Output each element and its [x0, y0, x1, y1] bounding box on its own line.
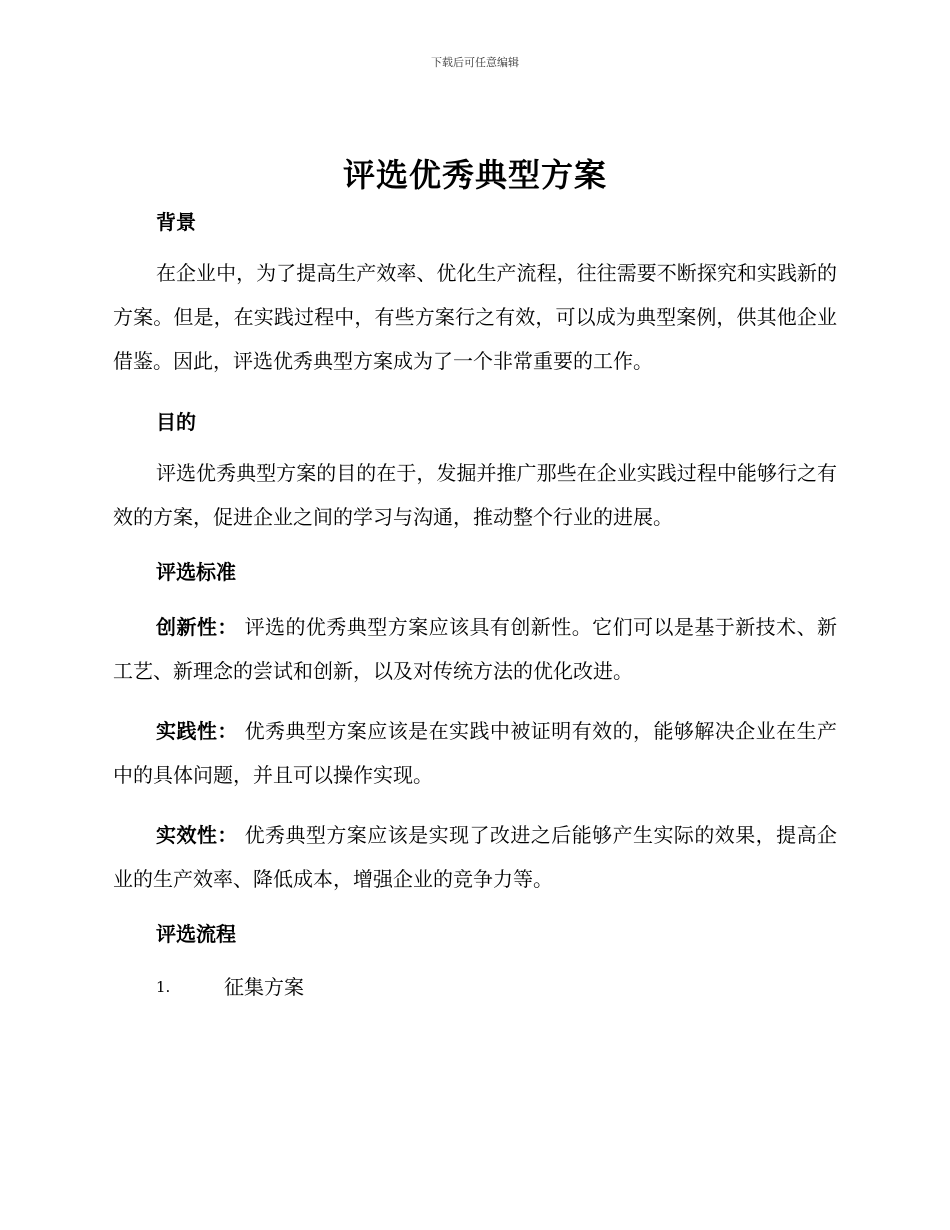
section-heading-purpose: 目的 — [156, 410, 196, 434]
paragraph-background: 在企业中，为了提高生产效率、优化生产流程，往往需要不断探究和实践新的方案。但是，在实践过程中，有些方案行之有效，可以成为典型案例，供其他企业借鉴。因此，评选优秀典型方案成为了一个非常重要的工作。 — [113, 261, 837, 373]
list-item-text: 征集方案 — [224, 975, 304, 999]
criterion-text: 优秀典型方案应该是实现了改进之后能够产生实际的效果，提高企业的生产效率、降低成本，增强企业的竞争力等。 — [113, 823, 838, 891]
criterion-text: 优秀典型方案应该是在实践中被证明有效的，能够解决企业在生产中的具体问题，并且可以操作实现。 — [113, 719, 838, 787]
criterion-text: 评选的优秀典型方案应该具有创新性。它们可以是基于新技术、新工艺、新理念的尝试和创新，以及对传统方法的优化改进。 — [113, 615, 838, 683]
criterion-innovation — [113, 605, 837, 693]
section-heading-background: 背景 — [156, 210, 196, 234]
page-header-note: 下载后可任意编辑 — [431, 56, 519, 69]
criterion-effectiveness — [113, 813, 837, 901]
criterion-practicality — [113, 709, 837, 797]
criterion-label: 实效性： — [156, 823, 238, 847]
list-item — [113, 967, 837, 1007]
document-body — [113, 205, 837, 1007]
criterion-label: 实践性： — [156, 719, 238, 743]
document-title: 评选优秀典型方案 — [342, 156, 607, 194]
paragraph-purpose: 评选优秀典型方案的目的在于，发掘并推广那些在企业实践过程中能够行之有效的方案，促进企业之间的学习与沟通，推动整个行业的进展。 — [113, 461, 837, 529]
section-heading-process: 评选流程 — [156, 922, 236, 946]
list-item-number: 1. — [156, 978, 171, 996]
section-heading-criteria: 评选标准 — [156, 560, 236, 584]
criterion-label: 创新性： — [156, 615, 238, 639]
